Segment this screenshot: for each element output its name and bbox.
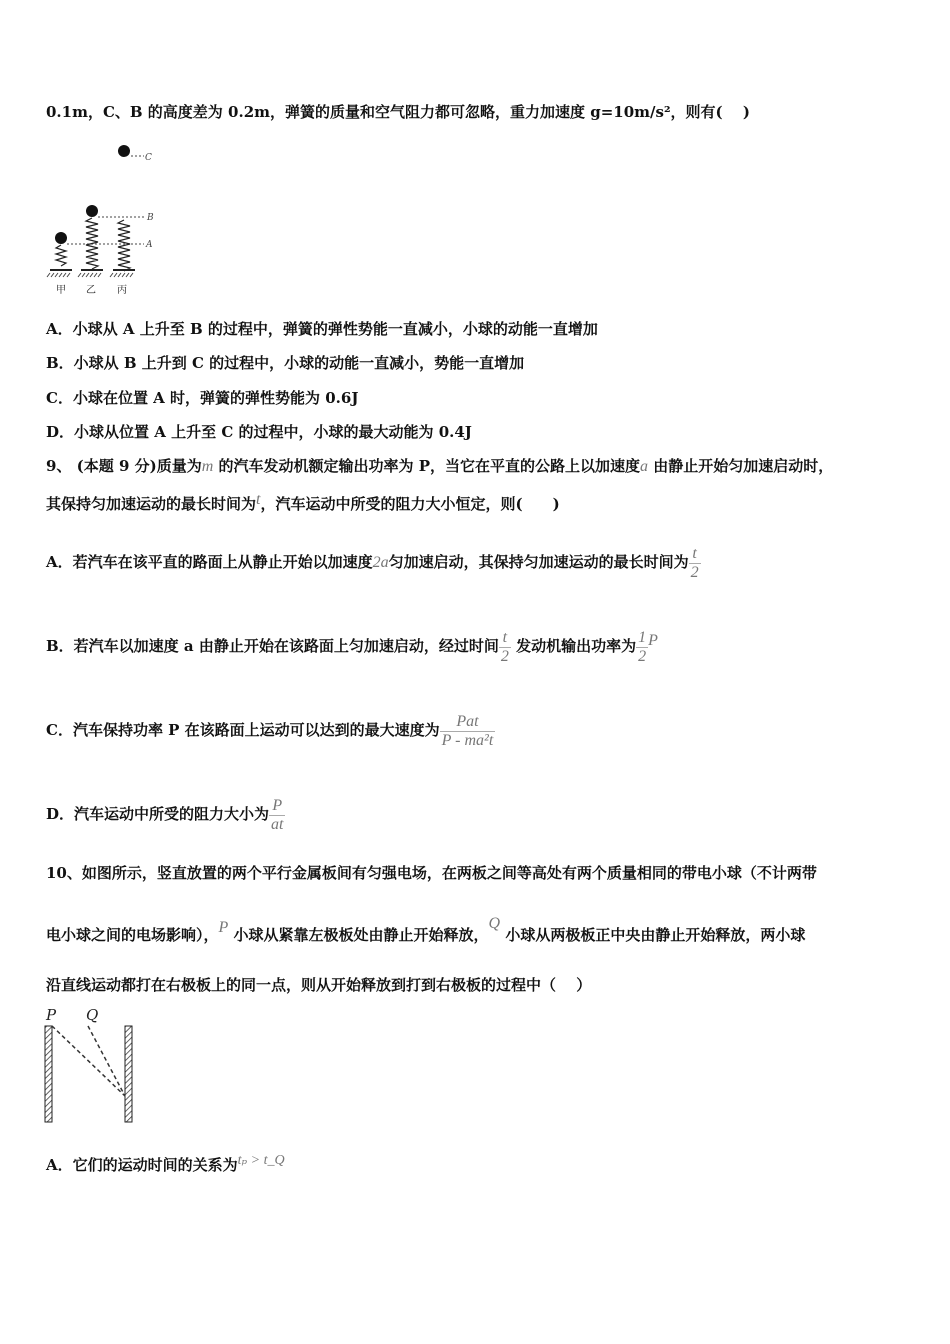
- q10-opt-a-text: A．它们的运动时间的关系为: [46, 1156, 238, 1174]
- q9-option-b: [46, 616, 658, 677]
- label-bing: 丙: [117, 285, 127, 296]
- q9-opt-b-text: B．若汽车以加速度 a 由静止开始在该路面上匀加速启动，经过时间: [46, 637, 499, 655]
- ball-a: [55, 232, 67, 244]
- q9-option-d: [46, 784, 285, 844]
- q8-option-c: C．小球在位置 A 时，弹簧的弹性势能为 0.6J: [46, 389, 359, 407]
- spring-figure: [44, 140, 164, 300]
- q10-stem-line3: 沿直线运动都打在右极板上的同一点，则从开始释放到打到右极板的过程中（ ）: [46, 976, 592, 994]
- fig-label-q: Q: [86, 1006, 99, 1024]
- q9-opt-b-text2: 发动机输出功率为: [510, 637, 637, 655]
- q9-line1-b: 的汽车发动机额定输出功率为 P，当它在平直的公路上以加速度: [213, 457, 641, 475]
- q9-option-c: [46, 700, 495, 760]
- q9-opt-d-text: D．汽车运动中所受的阻力大小为: [46, 805, 270, 823]
- left-plate: [45, 1026, 52, 1122]
- q9-opt-a-text2: 匀加速启动，其保持匀加速运动的最长时间为: [388, 553, 689, 571]
- symbol-2a: 2a: [372, 554, 389, 571]
- q10-option-a: [46, 1155, 285, 1177]
- q9-line2-a: 其保持匀加速运动的最长时间为: [46, 495, 257, 513]
- label-b: B: [147, 213, 154, 223]
- q9-line1-c: 由静止开始匀加速启动时，: [648, 457, 834, 475]
- q8-stem-tail: 0.1m，C、B 的高度差为 0.2m，弹簧的质量和空气阻力都可忽略，重力加速度 g=10m/s²，则有( ): [46, 103, 750, 121]
- q10-stem-line1: 10、如图所示，竖直放置的两个平行金属板间有匀强电场，在两板之间等高处有两个质量相同的带电小球（不计两带: [46, 864, 817, 882]
- symbol-p: P: [648, 632, 658, 649]
- q10-stem-line2: [46, 915, 806, 946]
- label-yi: 乙: [86, 285, 96, 296]
- ball-c: [118, 145, 130, 157]
- q9-line2-b: ，汽车运动中所受的阻力大小恒定，则( ): [260, 495, 560, 513]
- formula-tp-gt-tq: tₚ > t_Q: [237, 1153, 285, 1168]
- symbol-a: a: [640, 458, 649, 475]
- q9-stem-line2: [46, 491, 560, 515]
- q9-option-a: [46, 532, 701, 593]
- q10-line2-a: 电小球之间的电场影响），: [46, 926, 219, 944]
- q10-line2-b: 小球从紧靠左极板处由静止开始释放，: [228, 926, 489, 944]
- q9-stem-line1: [46, 456, 833, 477]
- q8-option-b: B．小球从 B 上升到 C 的过程中，小球的动能一直减小，势能一直增加: [46, 354, 525, 372]
- fraction-t-over-2: $\frac{t}{2}$: [690, 544, 699, 581]
- path-q: [88, 1026, 125, 1096]
- label-c: C: [145, 153, 152, 163]
- fraction-1-over-2: $\frac{1}{2}$: [638, 628, 647, 665]
- q9-line1-a: 9、 (本题 9 分)质量为: [46, 457, 202, 475]
- label-jia: 甲: [56, 285, 66, 296]
- ball-b: [86, 205, 98, 217]
- q10-line2-c: 小球从两极板正中央由静止开始释放，两小球: [500, 926, 806, 944]
- fraction-max-velocity: $\frac{\text{Pat}}{\text{P - ma²t}}$: [441, 712, 494, 749]
- right-plate: [125, 1026, 132, 1122]
- q9-opt-c-text: C．汽车保持功率 P 在该路面上运动可以达到的最大速度为: [46, 721, 440, 739]
- fig-label-p: P: [46, 1006, 57, 1024]
- symbol-m: m: [201, 458, 214, 475]
- label-a: A: [146, 240, 153, 250]
- q9-opt-a-text: A．若汽车在该平直的路面上从静止开始以加速度: [46, 553, 373, 571]
- q8-option-d: D．小球从位置 A 上升至 C 的过程中，小球的最大动能为 0.4J: [46, 423, 472, 441]
- path-p: [52, 1026, 125, 1096]
- symbol-q: Q: [488, 915, 501, 932]
- q8-option-a: A．小球从 A 上升至 B 的过程中，弹簧的弹性势能一直减小，小球的动能一直增加: [46, 320, 598, 338]
- symbol-t: t: [256, 491, 261, 508]
- plates-figure: [40, 1004, 150, 1128]
- symbol-p-q10: P: [218, 919, 229, 936]
- fraction-p-over-at: $\frac{P}{at}$: [271, 796, 284, 833]
- fraction-t-over-2-b: $\frac{t}{2}$: [500, 628, 509, 665]
